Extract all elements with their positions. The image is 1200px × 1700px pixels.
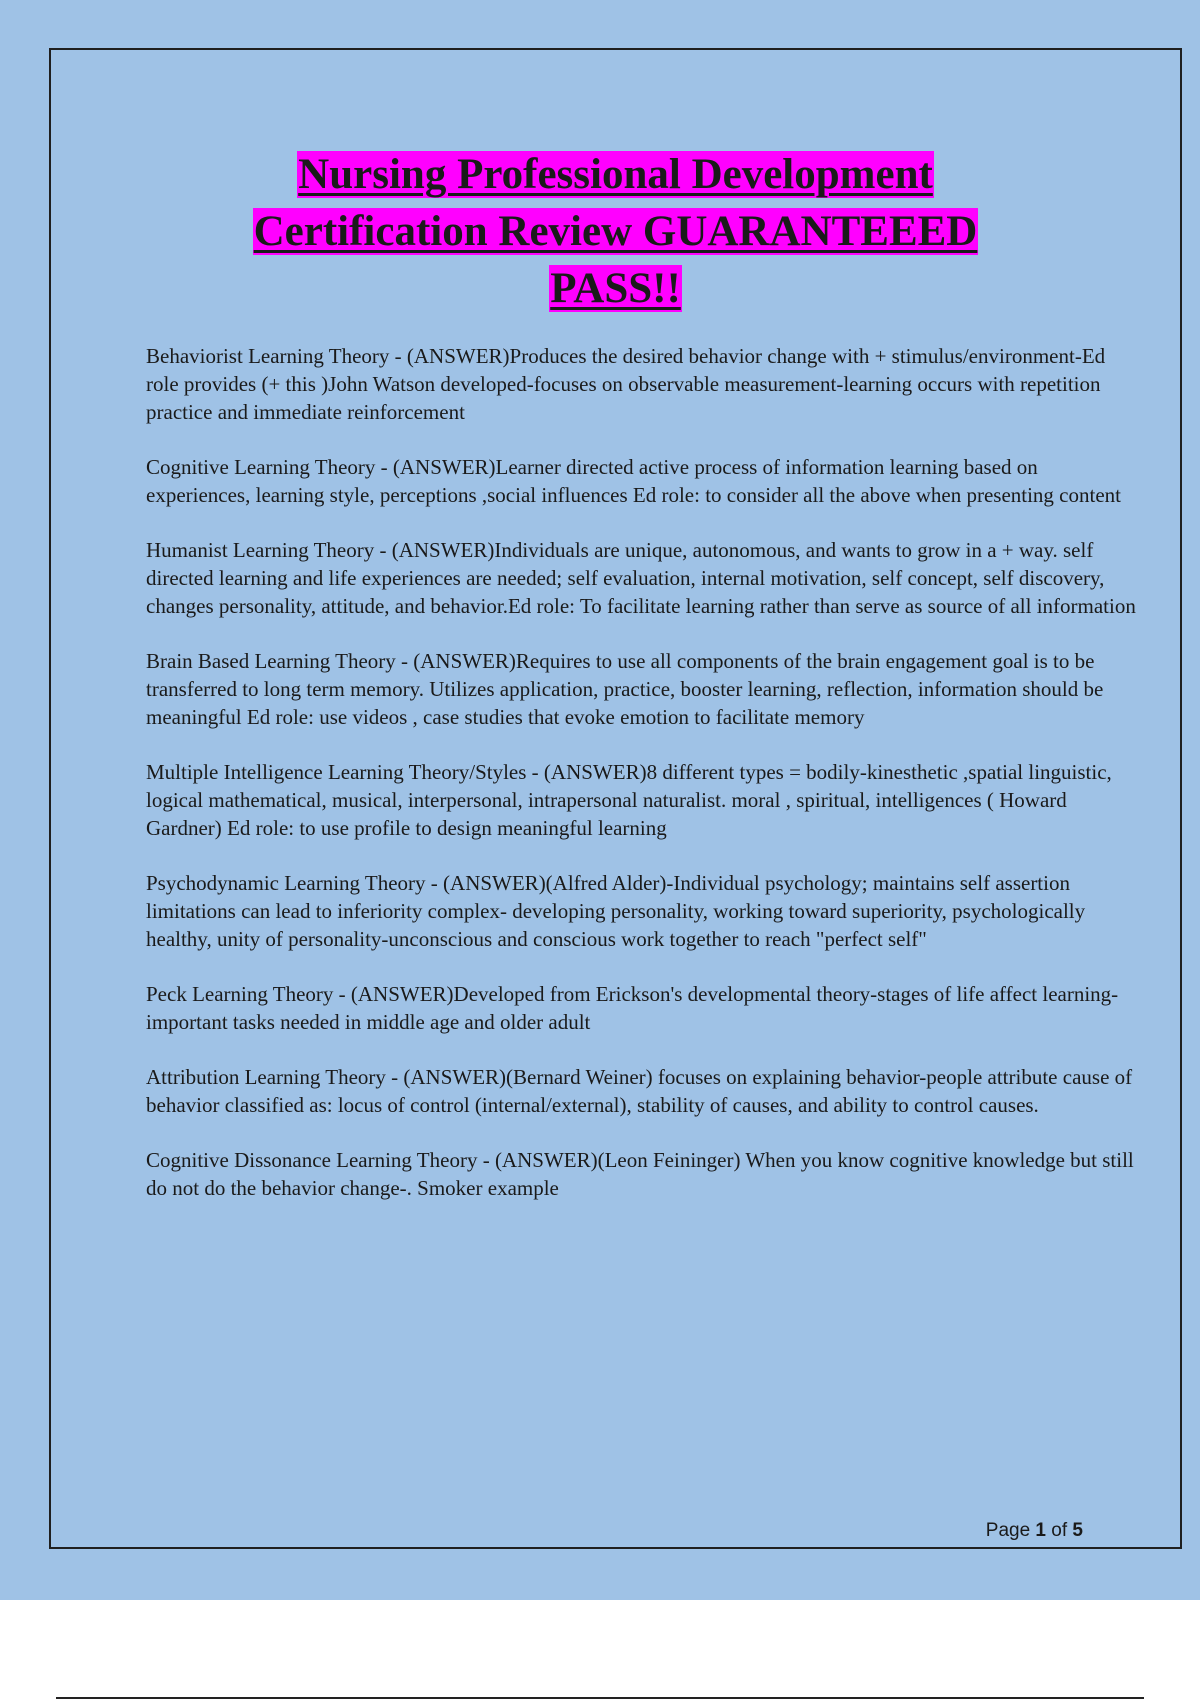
entry-cognitive-dissonance-learning-theory: Cognitive Dissonance Learning Theory - (ANSWER)(Leon Feininger) When you know cognitive knowledge but still do not do the behavior change-. Smoker example	[146, 1148, 1134, 1200]
entry-psychodynamic-learning-theory: Psychodynamic Learning Theory - (ANSWER)(Alfred Alder)-Individual psychology; maintains self assertion limitations can lead to inferiority complex- developing personality, working toward superiority, psychologically healthy, unity of personality-unconscious and conscious work together to reach "perfect self"	[146, 871, 1086, 951]
page-number	[986, 1520, 1083, 1542]
title-line-3: PASS!!	[550, 265, 681, 312]
page-number-current: 1	[1035, 1520, 1046, 1541]
entry-cognitive-learning-theory: Cognitive Learning Theory - (ANSWER)Learner directed active process of information learning based on experiences, learning style, perceptions ,social influences Ed role: to consider all the above when presenting content	[146, 455, 1121, 507]
document-title	[51, 146, 1180, 317]
bottom-divider-line	[56, 1697, 1144, 1699]
entry-humanist-learning-theory: Humanist Learning Theory - (ANSWER)Individuals are unique, autonomous, and wants to grow in a + way. self directed learning and life experiences are needed; self evaluation, internal motivation, self concept, self discovery, changes personality, attitude, and behavior.Ed role: To facilitate learning rather than serve as source of all information	[146, 538, 1136, 618]
entry-behaviorist-learning-theory: Behaviorist Learning Theory - (ANSWER)Produces the desired behavior change with + stimulus/environment-Ed role provides (+ this )John Watson developed-focuses on observable measurement-learning occurs with repetition practice and immediate reinforcement	[146, 344, 1106, 424]
entry-brain-based-learning-theory: Brain Based Learning Theory - (ANSWER)Requires to use all components of the brain engagement goal is to be transferred to long term memory. Utilizes application, practice, booster learning, reflection, information should be meaningful Ed role: use videos , case studies that evoke emotion to facilitate memory	[146, 649, 1104, 729]
page-number-of: of	[1051, 1520, 1068, 1541]
page-number-label: Page	[985, 1520, 1031, 1541]
title-line-2: Certification Review GUARANTEEED	[253, 208, 978, 255]
page-border-frame	[49, 48, 1182, 1549]
title-line-1: Nursing Professional Development	[298, 151, 933, 198]
review-entries-list	[146, 342, 1141, 1229]
entry-multiple-intelligence-learning-theory: Multiple Intelligence Learning Theory/Styles - (ANSWER)8 different types = bodily-kinesthetic ,spatial linguistic, logical mathematical, musical, interpersonal, intrapersonal naturalist. moral , spiritual, intelligences ( Howard Gardner) Ed role: to use profile to design meaningful learning	[146, 760, 1112, 840]
page-number-total: 5	[1072, 1520, 1083, 1541]
entry-peck-learning-theory: Peck Learning Theory - (ANSWER)Developed from Erickson's developmental theory-stages of life affect learning-important tasks needed in middle age and older adult	[146, 982, 1119, 1034]
entry-attribution-learning-theory: Attribution Learning Theory - (ANSWER)(Bernard Weiner) focuses on explaining behavior-people attribute cause of behavior classified as: locus of control (internal/external), stability of causes, and ability to control causes.	[146, 1065, 1133, 1117]
